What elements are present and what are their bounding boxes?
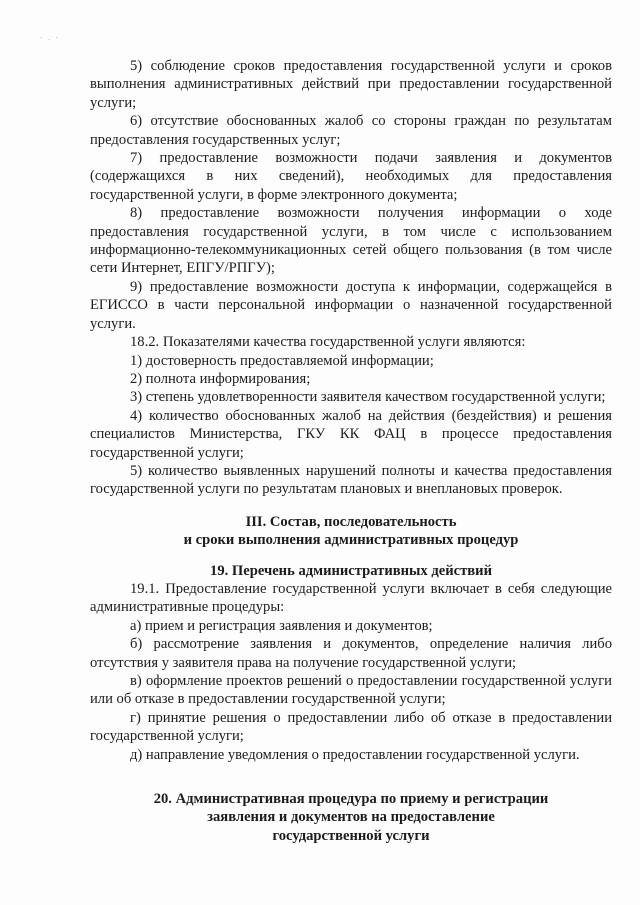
quality-item-2: 2) полнота информирования; [130,370,311,387]
section-heading-iii [90,513,612,550]
paragraph-item-5: 5) соблюдение сроков предоставления государственной услуги и сроков выполнения административных действий при предоставлении государственной услуги; [90,58,612,111]
paragraph-item-7: 7) предоставление возможности подачи заявления и документов (содержащихся в них сведений), необходимых для предоставления государственной услуги, в форме электронного документа; [90,150,612,203]
subsection-20-title [90,790,612,845]
subsection-20-line-1: 20. Административная процедура по приему и регистрации [153,791,549,808]
section-heading-line-1: III. Состав, последовательность [245,513,457,530]
subsection-19-title: 19. Перечень административных действий [210,562,492,579]
subsection-20-line-2: заявления и документов на предоставление [207,809,495,826]
procedure-item-b: б) рассмотрение заявления и документов, определение наличия либо отсутствия у заявителя права на получение государственной услуги; [90,636,612,671]
paragraph-18-2: 18.2. Показателями качества государственной услуги являются: [130,334,526,351]
procedure-item-d: д) направление уведомления о предоставлении государственной услуги. [130,746,580,763]
quality-item-3: 3) степень удовлетворенности заявителя качеством государственной услуги; [130,389,606,406]
paragraph-19-1: 19.1. Предоставление государственной услуги включает в себя следующие административные процедуры: [90,580,612,616]
quality-item-5: 5) количество выявленных нарушений полноты и качества предоставления государственной услуги по результатам плановых и внеплановых проверок. [90,462,612,498]
procedure-item-a: а) прием и регистрация заявления и документов; [130,617,433,634]
paragraph-item-6: 6) отсутствие обоснованных жалоб со стороны граждан по результатам предоставления государственных услуг; [90,113,612,148]
scan-artifact: · . · [40,34,60,42]
paragraph-item-9: 9) предоставление возможности доступа к информации, содержащейся в ЕГИССО в части персональной информации о назначенной государственной услуги. [90,278,612,332]
subsection-20-line-3: государственной услуги [272,827,430,844]
quality-item-1: 1) достоверность предоставляемой информации; [130,352,434,369]
procedure-item-g: г) принятие решения о предоставлении либо об отказе в предоставлении государственной услуги; [90,709,612,745]
document-body [90,57,612,845]
section-heading-line-2: и сроки выполнения административных процедур [183,532,519,549]
procedure-item-v: в) оформление проектов решений о предоставлении государственной услуги или об отказе в предоставлении государственной услуги; [90,673,612,708]
quality-item-4: 4) количество обоснованных жалоб на действия (бездействия) и решения специалистов Министерства, ГКУ КК ФАЦ в процессе предоставления государственной услуги; [90,407,612,461]
paragraph-item-8: 8) предоставление возможности получения информации о ходе предоставления государственной услуги, в том числе с использованием информационно-телекоммуникационных сетей общего пользования (в том числе сети Интернет, ЕПГУ/РПГУ); [90,205,612,277]
